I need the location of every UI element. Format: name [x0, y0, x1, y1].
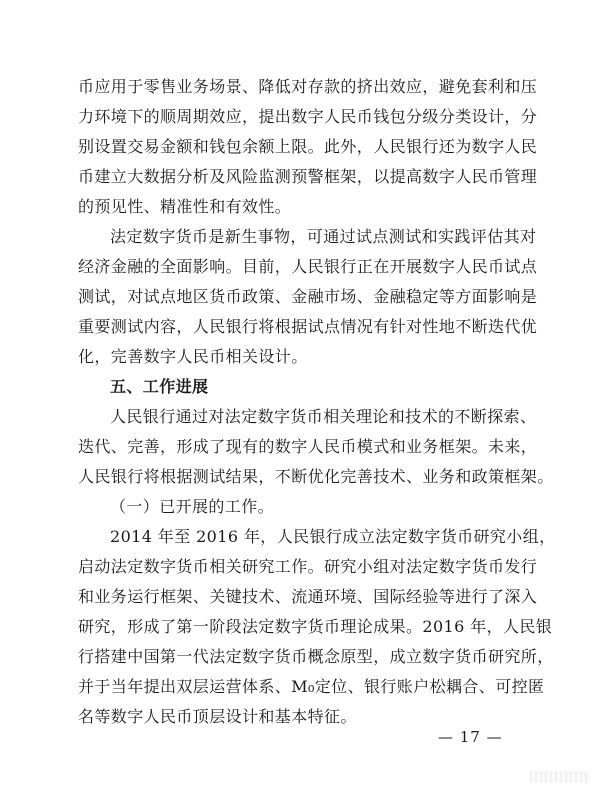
- paragraph-line: 启动法定数字货币相关研究工作。研究小组对法定数字货币发行: [78, 557, 538, 576]
- paragraph-line: 人民银行通过对法定数字货币相关理论和技术的不断探索、: [110, 407, 537, 426]
- paragraph-line: 和业务运行框架、关键技术、流通环境、国际经验等进行了深入: [78, 587, 538, 606]
- paragraph-line: 行搭建中国第一代法定数字货币概念原型，成立数字货币研究所，: [78, 647, 554, 666]
- section-heading: 五、工作进展: [110, 377, 209, 396]
- paragraph-line: 重要测试内容，人民银行将根据试点情况有针对性地不断迭代优: [78, 317, 538, 336]
- document-body: [78, 72, 556, 732]
- paragraph-line: 别设置交易金额和钱包余额上限。此外，人民银行还为数字人民: [78, 137, 538, 156]
- paragraph-line: 币应用于零售业务场景、降低对存款的挤出效应，避免套利和压: [78, 77, 538, 96]
- page-number: — 17 —: [438, 728, 503, 746]
- paragraph-line: 法定数字货币是新生事物，可通过试点测试和实践评估其对: [110, 227, 537, 246]
- paragraph-line: 人民银行将根据测试结果，不断优化完善技术、业务和政策框架。: [78, 467, 554, 486]
- paragraph-line: 并于当年提出双层运营体系、M₀定位、银行账户松耦合、可控匿: [78, 677, 545, 696]
- paragraph-line: 测试，对试点地区货币政策、金融市场、金融稳定等方面影响是: [78, 287, 538, 306]
- paragraph-line: 迭代、完善，形成了现有的数字人民币模式和业务框架。未来，: [78, 437, 538, 456]
- paragraph-line: 的预见性、精准性和有效性。: [78, 197, 292, 216]
- watermark: [530, 771, 590, 783]
- paragraph-line: 化，完善数字人民币相关设计。: [78, 347, 308, 366]
- paragraph-line: 名等数字人民币顶层设计和基本特征。: [78, 707, 357, 726]
- paragraph-line: 2014 年至 2016 年，人民银行成立法定数字货币研究小组，: [110, 527, 556, 546]
- subsection-heading: （一）已开展的工作。: [110, 497, 275, 516]
- paragraph-line: 研究，形成了第一阶段法定数字货币理论成果。2016 年，人民银: [78, 617, 553, 636]
- paragraph-line: 经济金融的全面影响。目前，人民银行正在开展数字人民币试点: [78, 257, 538, 276]
- paragraph-line: 币建立大数据分析及风险监测预警框架，以提高数字人民币管理: [78, 167, 538, 186]
- paragraph-line: 力环境下的顺周期效应，提出数字人民币钱包分级分类设计，分: [78, 107, 538, 126]
